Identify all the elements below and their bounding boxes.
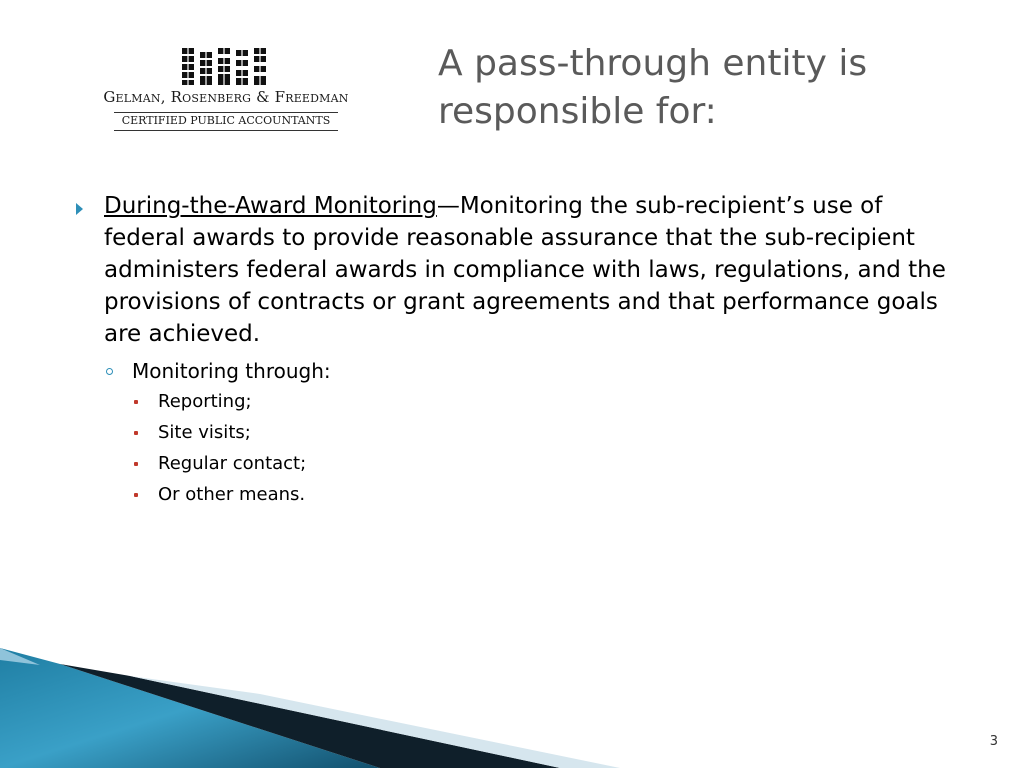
- list-item-text: Or other means.: [158, 484, 306, 505]
- main-bullet-text: —Monitoring the sub-recipient’s use of federal awards to provide reasonable assurance that the sub-recipient administers federal awards in compliance with laws, regulations, and the provisions of contracts or grant agreements and that performance goals are achieved.: [104, 193, 946, 347]
- slide-title: A pass-through entity is responsible for:: [438, 43, 868, 132]
- arrow-bullet-icon: [76, 203, 83, 215]
- list-item: [72, 480, 952, 510]
- logo-tagline: CERTIFIED PUBLIC ACCOUNTANTS: [121, 114, 331, 127]
- square-bullet-icon: [134, 400, 138, 404]
- square-bullet-icon: [134, 493, 138, 497]
- main-bullet: [72, 190, 952, 350]
- list-item-text: Regular contact;: [158, 453, 307, 474]
- list-item: [72, 418, 952, 448]
- abacus-logo-icon: [180, 46, 272, 86]
- main-bullet-term: During-the-Award Monitoring: [104, 193, 437, 219]
- square-bullet-icon: [134, 431, 138, 435]
- sub-bullet: [72, 356, 952, 386]
- list-item-text: Site visits;: [158, 422, 251, 443]
- circle-bullet-icon: [106, 368, 113, 375]
- company-logo: [68, 44, 384, 136]
- logo-divider-top: [114, 112, 338, 113]
- logo-firm-name: Gelman, Rosenberg & Freedman: [103, 88, 349, 106]
- list-item: [72, 449, 952, 479]
- list-item-text: Reporting;: [158, 391, 252, 412]
- logo-divider-bottom: [114, 130, 338, 131]
- slide-body: [72, 190, 952, 510]
- list-item: [72, 387, 952, 417]
- sub-bullet-text: Monitoring through:: [132, 359, 331, 383]
- page-number: 3: [989, 734, 998, 749]
- square-bullet-icon: [134, 462, 138, 466]
